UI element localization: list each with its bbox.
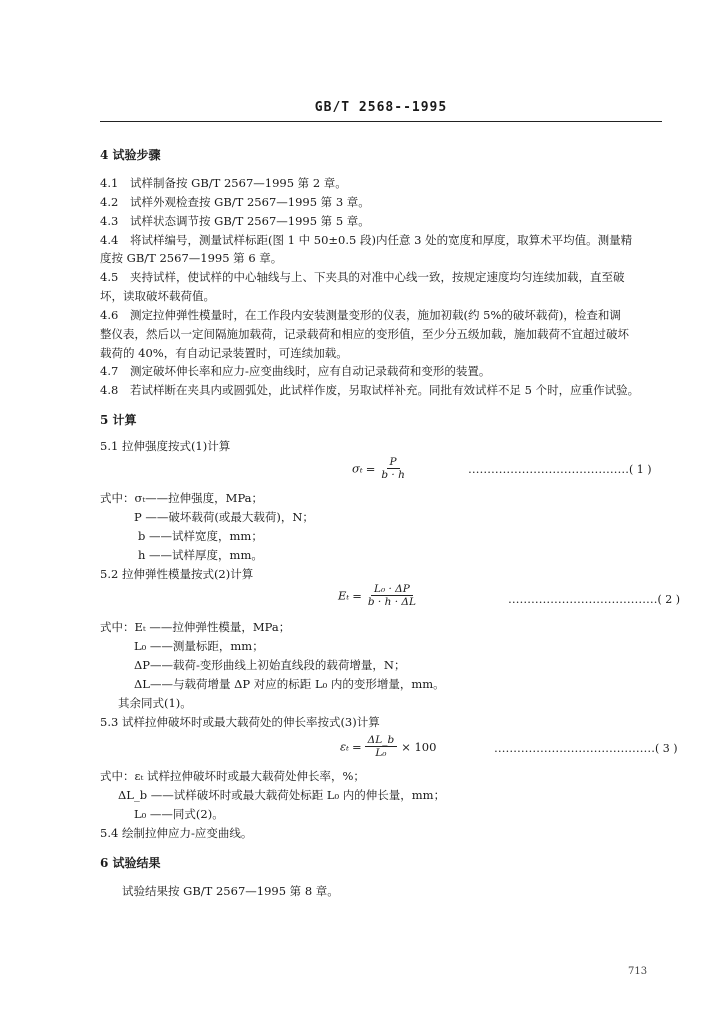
clause-4-1 bbox=[100, 175, 347, 191]
clause-number: 4.4 bbox=[100, 233, 119, 247]
page-number: 713 bbox=[628, 966, 648, 977]
eq2-numerator: L₀ · ΔP bbox=[371, 583, 413, 596]
clause-5-4: 5.4 绘制拉伸应力-应变曲线。 bbox=[100, 826, 253, 840]
clause-text: 测定破坏伸长率和应力-应变曲线时，应有自动记录载荷和变形的装置。 bbox=[130, 364, 491, 378]
eq3-number: ( 3 ) bbox=[655, 742, 678, 755]
eq1-leader bbox=[468, 462, 652, 476]
where1-line-1: P ——破坏载荷(或最大载荷)，N； bbox=[134, 510, 314, 524]
eq3-lhs: εₜ bbox=[340, 739, 350, 754]
clause-4-6 bbox=[100, 307, 621, 323]
clause-text: 测定拉伸弹性模量时，在工作段内安装测量变形的仪表，施加初载(约 5%的破坏载荷)，检查和调 bbox=[130, 308, 621, 322]
clause-text: 夹持试样，使试样的中心轴线与上、下夹具的对准中心线一致，按规定速度均匀连续加载，直至破 bbox=[130, 270, 625, 284]
clause-number: 4.1 bbox=[100, 176, 119, 190]
eq1-numerator: P bbox=[387, 456, 400, 469]
section-6-text: 试验结果按 GB/T 2567—1995 第 8 章。 bbox=[122, 884, 339, 898]
eq2-denominator: b · h · ΔL bbox=[367, 596, 416, 609]
clause-4-3 bbox=[100, 213, 370, 229]
clause-4-2 bbox=[100, 194, 370, 210]
clause-text: 将试样编号，测量试样标距(图 1 中 50±0.5 段)内任意 3 处的宽度和厚度，取算术平均值。测量精 bbox=[130, 233, 633, 247]
eq2-equals: = bbox=[352, 588, 362, 603]
clause-4-6-cont: 整仪表，然后以一定间隔施加载荷，记录载荷和相应的变形值，至少分五级加载，施加载荷不宜超过破坏 bbox=[100, 327, 629, 341]
eq2-leader bbox=[508, 592, 680, 606]
clause-text: 试样外观检查按 GB/T 2567—1995 第 3 章。 bbox=[130, 195, 370, 209]
where3-line-0: 式中：εₜ 试样拉伸破坏时或最大载荷处伸长率，%； bbox=[100, 769, 365, 783]
where3-line-2: L₀ ——同式(2)。 bbox=[134, 807, 224, 821]
clause-4-8 bbox=[100, 382, 639, 398]
clause-number: 4.8 bbox=[100, 383, 119, 397]
where3-line-1: ΔL_b ——试样破坏时或最大载荷处标距 L₀ 内的伸长量，mm； bbox=[118, 788, 446, 802]
clause-text: 若试样断在夹具内或圆弧处，此试样作废，另取试样补充。同批有效试样不足 5 个时，应重作试验。 bbox=[130, 383, 640, 397]
clause-5-1: 5.1 拉伸强度按式(1)计算 bbox=[100, 439, 231, 453]
eq2-fraction bbox=[365, 583, 419, 608]
clause-5-2: 5.2 拉伸弹性模量按式(2)计算 bbox=[100, 567, 254, 581]
header-rule bbox=[100, 121, 662, 122]
eq1-equals: = bbox=[365, 461, 376, 476]
clause-number: 4.6 bbox=[100, 308, 119, 322]
equation-3 bbox=[340, 734, 436, 759]
eq3-dots: …………………………………… bbox=[494, 741, 655, 755]
clause-4-4 bbox=[100, 232, 632, 248]
clause-4-5-cont: 坏，读取破坏载荷值。 bbox=[100, 289, 215, 303]
clause-text: 试样状态调节按 GB/T 2567—1995 第 5 章。 bbox=[130, 214, 370, 228]
eq1-lhs: σₜ bbox=[352, 461, 363, 476]
eq2-number: ( 2 ) bbox=[657, 593, 681, 606]
clause-text: 试样制备按 GB/T 2567—1995 第 2 章。 bbox=[130, 176, 347, 190]
where2-line-3: ΔL——与载荷增量 ΔP 对应的标距 L₀ 内的变形增量，mm。 bbox=[134, 677, 445, 691]
section-6-title: 6 试验结果 bbox=[100, 856, 161, 870]
clause-number: 4.5 bbox=[100, 270, 119, 284]
eq2-lhs: Eₜ bbox=[338, 588, 350, 603]
eq3-multiplier: × 100 bbox=[401, 739, 437, 754]
document-header: GB/T 2568--1995 bbox=[314, 100, 448, 115]
where2-line-1: L₀ ——测量标距，mm； bbox=[134, 639, 264, 653]
where2-line-0: 式中：Eₜ ——拉伸弹性模量，MPa； bbox=[100, 620, 291, 634]
clause-number: 4.7 bbox=[100, 364, 119, 378]
clause-4-5 bbox=[100, 269, 625, 285]
where2-line-4: 其余同式(1)。 bbox=[118, 696, 192, 710]
eq3-fraction bbox=[365, 734, 398, 759]
eq2-dots: ………………………………… bbox=[508, 592, 658, 606]
clause-4-6-cont2: 载荷的 40%，有自动记录装置时，可连续加载。 bbox=[100, 346, 348, 360]
eq3-numerator: ΔL_b bbox=[365, 734, 398, 747]
eq1-fraction bbox=[378, 456, 408, 481]
eq3-denominator: L₀ bbox=[375, 747, 387, 760]
clause-4-7 bbox=[100, 363, 490, 379]
where1-line-0: 式中：σₜ——拉伸强度，MPa； bbox=[100, 491, 264, 505]
eq3-equals: = bbox=[352, 739, 362, 754]
where2-line-2: ΔP——载荷-变形曲线上初始直线段的载荷增量，N； bbox=[134, 658, 406, 672]
section-4-title: 4 试验步骤 bbox=[100, 148, 161, 162]
clause-number: 4.3 bbox=[100, 214, 119, 228]
eq1-dots: …………………………………… bbox=[468, 462, 629, 476]
where1-line-3: h ——试样厚度，mm。 bbox=[138, 548, 263, 562]
where1-line-2: b ——试样宽度，mm； bbox=[138, 529, 263, 543]
section-5-title: 5 计算 bbox=[100, 413, 137, 427]
eq3-leader bbox=[494, 741, 678, 755]
equation-1 bbox=[352, 456, 408, 481]
clause-5-3: 5.3 试样拉伸破坏时或最大载荷处的伸长率按式(3)计算 bbox=[100, 715, 380, 729]
eq1-number: ( 1 ) bbox=[629, 463, 652, 476]
clause-number: 4.2 bbox=[100, 195, 119, 209]
eq1-denominator: b · h bbox=[381, 469, 405, 482]
equation-2 bbox=[338, 583, 419, 608]
clause-4-4-cont: 度按 GB/T 2567—1995 第 6 章。 bbox=[100, 251, 283, 265]
